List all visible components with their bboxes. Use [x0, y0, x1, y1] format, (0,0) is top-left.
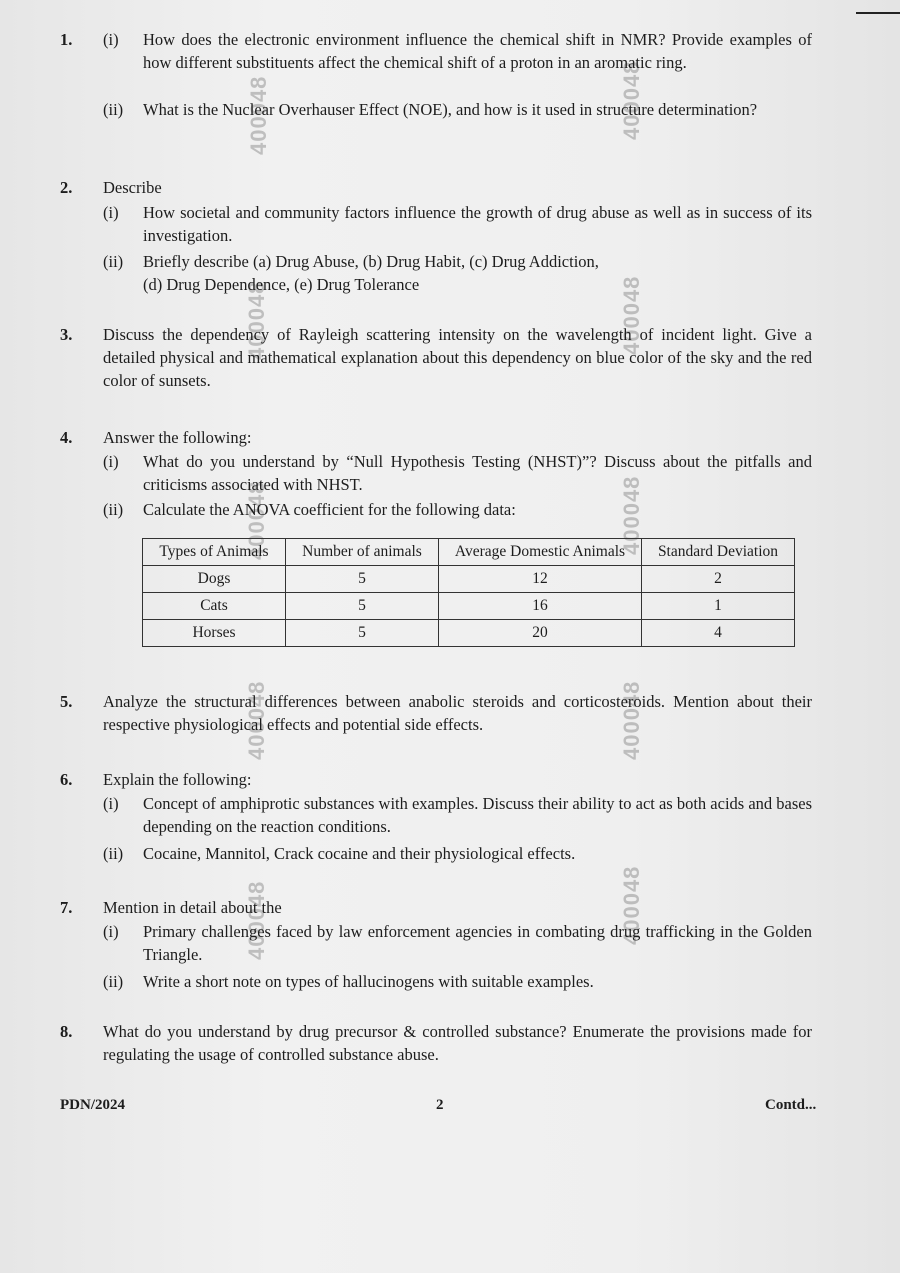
part-label: (ii) — [103, 844, 124, 863]
column-header: Number of animals — [286, 539, 439, 566]
part-text: Write a short note on types of hallucinogens with suitable examples. — [143, 972, 594, 991]
watermark: 400048 — [619, 680, 644, 760]
part-label: (i) — [103, 794, 119, 813]
watermark: 400048 — [619, 60, 644, 140]
question-stem: Answer the following: — [103, 428, 252, 447]
watermark: 400048 — [619, 865, 644, 945]
part-label: (ii) — [103, 252, 124, 271]
table-cell: 1 — [642, 593, 795, 620]
question-number: 2. — [60, 178, 73, 197]
top-rule — [856, 12, 900, 14]
part-label: (ii) — [103, 100, 124, 119]
table-cell: 12 — [439, 566, 642, 593]
column-header: Average Domestic Animals — [439, 539, 642, 566]
watermark: 400048 — [619, 475, 644, 555]
part-text: Calculate the ANOVA coefficient for the following data: — [143, 500, 516, 519]
paper-code: PDN/2024 — [60, 1097, 125, 1113]
part-text: Concept of amphiprotic substances with examples. Discuss their ability to act as both acids and bases depending on the reaction conditions. — [143, 794, 813, 836]
part-text: How does the electronic environment influence the chemical shift in NMR? Provide examples of how different substituents affect the chemical shift of a proton in an aromatic ring. — [143, 30, 812, 72]
watermark: 400048 — [244, 680, 269, 760]
continued-label: Contd... — [765, 1097, 817, 1113]
part-label: (i) — [103, 203, 119, 222]
table-row — [143, 566, 795, 593]
table-cell: 5 — [286, 620, 439, 647]
table-cell: 4 — [642, 620, 795, 647]
part-text: What is the Nuclear Overhauser Effect (NOE), and how is it used in structure determination? — [143, 100, 758, 119]
question-text: What do you understand by drug precursor & controlled substance? Enumerate the provisions made for regulating the usage of controlled substance abuse. — [103, 1022, 812, 1064]
watermark: 400048 — [244, 880, 269, 960]
part-text: Briefly describe (a) Drug Abuse, (b) Drug Habit, (c) Drug Addiction, (d) Drug Dependence, (e) Drug Tolerance — [143, 252, 599, 294]
part-label: (i) — [103, 922, 119, 941]
watermark: 400048 — [619, 275, 644, 355]
part-text: Primary challenges faced by law enforcement agencies in combating drug trafficking in the Golden Triangle. — [143, 922, 812, 964]
question-stem: Describe — [103, 178, 162, 197]
table-row — [143, 620, 795, 647]
question-number: 6. — [60, 770, 73, 789]
table-cell: 20 — [439, 620, 642, 647]
question-number: 3. — [60, 325, 73, 344]
part-label: (i) — [103, 30, 119, 49]
watermark: 400048 — [246, 75, 271, 155]
column-header: Standard Deviation — [642, 539, 795, 566]
column-header: Types of Animals — [143, 539, 286, 566]
question-number: 4. — [60, 428, 73, 447]
question-number: 7. — [60, 898, 73, 917]
table-cell: Cats — [143, 593, 286, 620]
part-label: (ii) — [103, 972, 124, 991]
table-cell: 5 — [286, 566, 439, 593]
question-text: Discuss the dependency of Rayleigh scattering intensity on the wavelength of incident light. Give a detailed physical and mathematical explanation about this dependency on blue color of the sky and the red color of sunsets. — [103, 325, 812, 390]
page-number: 2 — [436, 1097, 444, 1113]
table-cell: Dogs — [143, 566, 286, 593]
question-stem: Explain the following: — [103, 770, 252, 789]
question-stem: Mention in detail about the — [103, 898, 282, 917]
question-number: 8. — [60, 1022, 73, 1041]
part-label: (i) — [103, 452, 119, 471]
table-row — [143, 593, 795, 620]
table-header-row — [143, 539, 795, 566]
table-cell: Horses — [143, 620, 286, 647]
watermark: 400048 — [244, 280, 269, 360]
part-label: (ii) — [103, 500, 124, 519]
anova-data-table — [142, 538, 795, 647]
table-cell: 2 — [642, 566, 795, 593]
part-text: How societal and community factors influence the growth of drug abuse as well as in success of its investigation. — [143, 203, 812, 245]
part-text: Cocaine, Mannitol, Crack cocaine and their physiological effects. — [143, 844, 576, 863]
table-cell: 5 — [286, 593, 439, 620]
question-number: 5. — [60, 692, 73, 711]
part-text: What do you understand by “Null Hypothesis Testing (NHST)”? Discuss about the pitfalls and criticisms associated with NHST. — [143, 452, 812, 494]
watermark: 400048 — [244, 480, 269, 560]
question-text: Analyze the structural differences between anabolic steroids and corticosteroids. Mention about their respective physiological effects and potential side effects. — [103, 692, 812, 734]
table-cell: 16 — [439, 593, 642, 620]
question-number: 1. — [60, 30, 73, 49]
